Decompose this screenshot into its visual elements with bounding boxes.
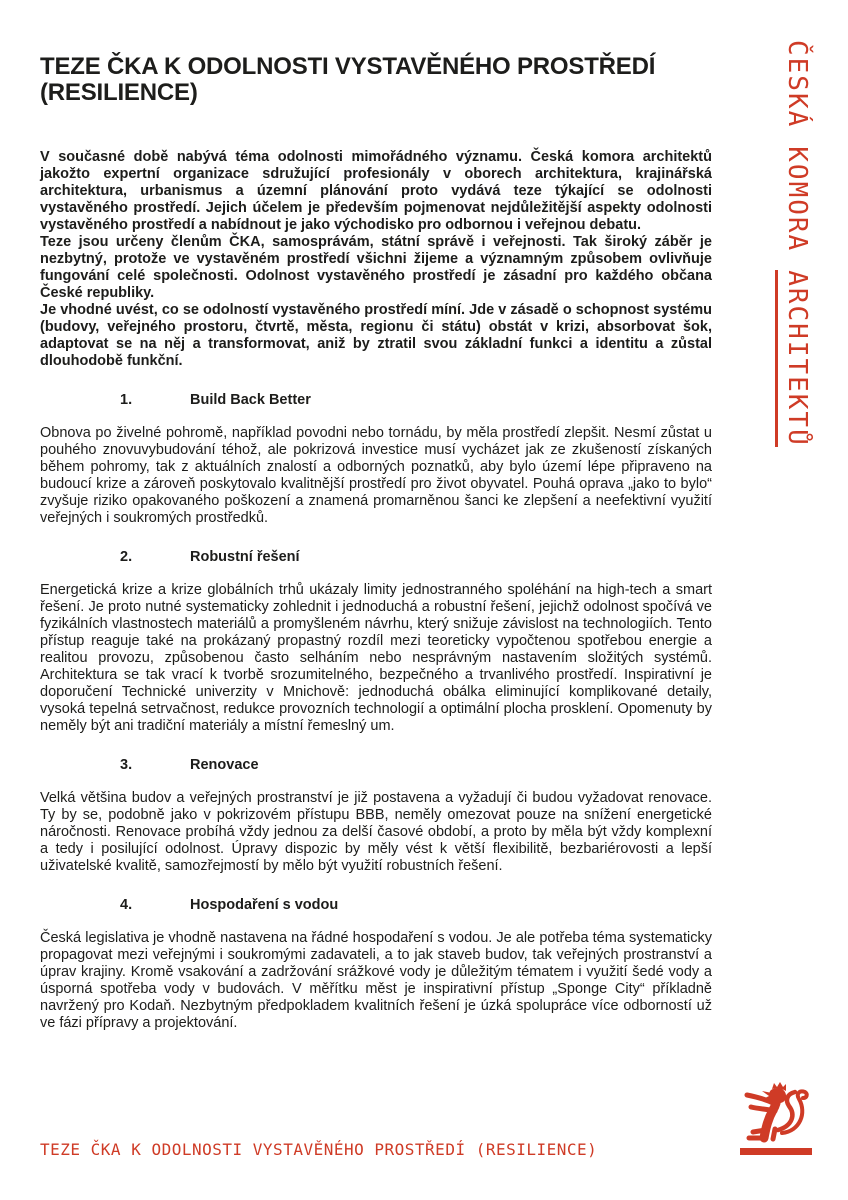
section-heading-row (40, 757, 712, 773)
footer-document-title: TEZE ČKA K ODOLNOSTI VYSTAVĚNÉHO PROSTŘEDÍ (RESILIENCE) (40, 1140, 598, 1159)
intro-paragraph-1: V současné době nabývá téma odolnosti mimořádného významu. Česká komora architektů jakožto expertní organizace sdružující profesionály v oborech architektura, krajinářská architektura, urbanismus a územní plánování proto vydává teze týkající se odolnosti vystavěného prostředí. Jejich účelem je především pojmenovat nejdůležitější aspekty odolnosti vystavěného prostředí a nabídnout je jako východisko pro odbornou i veřejnou debatu. (40, 148, 712, 233)
section-number: 3. (120, 756, 133, 773)
section-heading-row (40, 897, 712, 913)
section-number: 1. (120, 391, 133, 408)
section-body: Obnova po živelné pohromě, například povodni nebo tornádu, by měla prostředí zlepšit. Nesmí zůstat u pouhého znovuvybudování téhož, ale pokrizová investice musí vycházet jak ze zkušeností získaných během pohromy, tak z aktuálních znalostí a odborných poznatků, aby bylo území lépe připraveno na budoucí krize a zároveň poskytovalo kvalitnější prostředí pro život obyvatel. Pouhá oprava „jako to bylo“ zvyšuje riziko opakovaného poškození a znamená promarněnou šanci ke zlepšení a neefektivní využití veřejných i soukromých prostředků. (40, 424, 712, 526)
brand-word-komora: KOMORA (782, 146, 812, 253)
section-body: Česká legislativa je vhodně nastavena na řádné hospodaření s vodou. Je ale potřeba téma systematicky propagovat mezi veřejnými i soukromými zadavateli, a to jak staveb budov, tak veřejných prostranství a úprav krajiny. Kromě vsakování a zadržování srážkové vody je důležitým tématem i využití šedé vody a úsporná spotřeba vody v budovách. V měřítku měst je inspirativní přístup „Sponge City“ příkladně navržený pro Kodaň. Nezbytným předpokladem kvalitních řešení je úzká spolupráce více odborností už ve fázi přípravy a projektování. (40, 929, 712, 1031)
intro-block (40, 149, 712, 370)
section-body: Velká většina budov a veřejných prostranství je již postavena a vyžadují či budou vyžadovat renovace. Ty by se, podobně jako v pokrizovém přístupu BBB, neměly omezovat pouze na snížení energetické náročnosti. Renovace probíhá vždy jednou za delší časové období, a proto by měla být vždy komplexní a tedy i posilující odolnost. Úpravy dispozic by měly vést k větší flexibilitě, bezbariérovosti a lepší uživatelské kvalitě, samozřejmostí by mělo být využití robustních řešení. (40, 789, 712, 874)
intro-paragraph-2: Teze jsou určeny členům ČKA, samosprávám, státní správě i veřejnosti. Tak široký záběr je nezbytný, protože ve vystavěném prostředí všichni žijeme a významným způsobem ovlivňuje fungování celé společnosti. Odolnost vystavěného prostředí je zásadní pro každého občana České republiky. (40, 233, 712, 301)
section-heading-row (40, 392, 712, 408)
section-build-back-better (40, 392, 712, 527)
section-body: Energetická krize a krize globálních trhů ukázaly limity jednostranného spoléhání na high-tech a smart řešení. Je proto nutné systematicky zohlednit i jednoduchá a robustní řešení, jejichž odolnost spočívá ve fyzikálních vlastnostech materiálů a promyšleném návrhu, který snižuje závislost na technologiích. Tento přístup reaguje také na prokázaný propastný rozdíl mezi teoreticky vypočtenou spotřebou energie a realitou provozu, způsobenou často selháním nebo nesprávným nastavením složitých systémů. Architektura se tak vrací k tvorbě srozumitelného, bezpečného a trvanlivého prostředí. Inspirativní je doporučení Technické univerzity v Mnichově: jednoduchá obálka eliminující komplikované detaily, vysoká tepelná setrvačnost, redukce provozních technologií a optimální plocha prosklení. Opomenuty by neměly být ani tradiční materiály a místní řemeslný um. (40, 581, 712, 734)
cka-logo (740, 1082, 812, 1155)
brand-word-ceska: ČESKÁ (782, 40, 812, 129)
section-heading: Robustní řešení (190, 548, 300, 565)
section-heading: Build Back Better (190, 391, 311, 408)
logo-underline-bar (740, 1148, 812, 1155)
section-robustni-reseni (40, 549, 712, 735)
section-heading: Renovace (190, 756, 259, 773)
section-renovace (40, 757, 712, 875)
brand-word-architektu: ARCHITEKTŮ (775, 270, 812, 447)
section-number: 4. (120, 896, 133, 913)
section-heading: Hospodaření s vodou (190, 896, 339, 913)
section-hospodareni-s-vodou (40, 897, 712, 1032)
document-body (40, 54, 712, 1032)
section-heading-row (40, 549, 712, 565)
vertical-brand-text (782, 40, 812, 447)
section-number: 2. (120, 548, 133, 565)
intro-paragraph-3: Je vhodné uvést, co se odolností vystavěného prostředí míní. Jde v zásadě o schopnost systému (budovy, veřejného prostoru, čtvrtě, města, regionu či státu) obstát v krizi, absorbovat šok, adaptovat se na něj a transformovat, aniž by ztratil svou základní funkci a identitu a zůstal dlouhodobě funkční. (40, 301, 712, 369)
page-title: TEZE ČKA K ODOLNOSTI VYSTAVĚNÉHO PROSTŘEDÍ (RESILIENCE) (40, 53, 656, 107)
czech-lion-icon (740, 1082, 812, 1144)
